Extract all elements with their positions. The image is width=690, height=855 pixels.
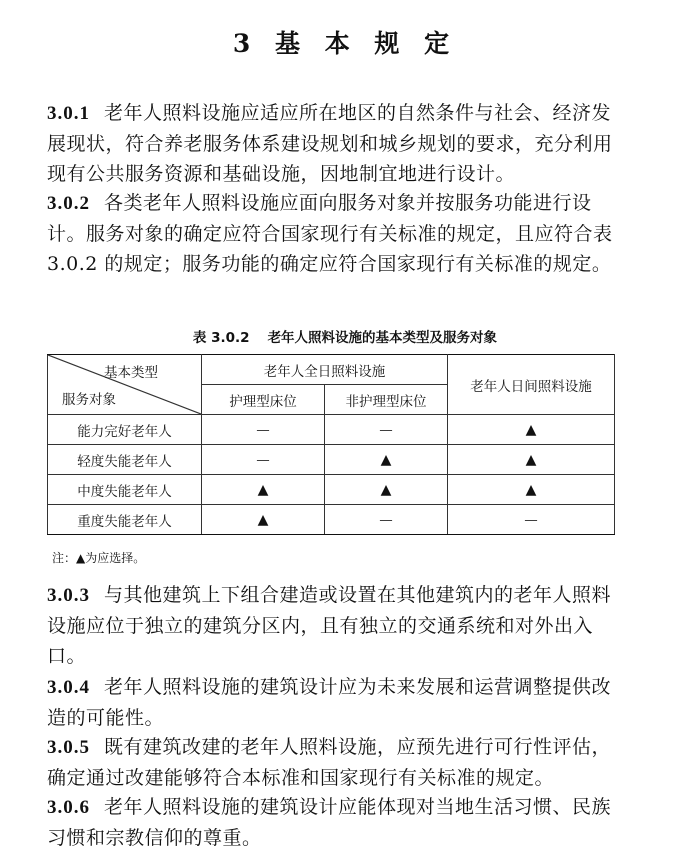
diagonal-header-cell (48, 355, 202, 415)
header-daycare: 老年人日间照料设施 (448, 355, 615, 415)
clause-number: 3.0.6 (47, 797, 90, 818)
clause-number: 3.0.5 (47, 737, 90, 758)
table-caption-title: 老年人照料设施的基本类型及服务对象 (267, 330, 498, 346)
clause-number: 3.0.2 (47, 193, 90, 214)
cell-nursing: ▲ (202, 505, 325, 535)
row-label: 能力完好老年人 (48, 415, 202, 445)
row-label: 重度失能老年人 (48, 505, 202, 535)
clause-text: 与其他建筑上下组合建造或设置在其他建筑内的老年人照料设施应位于独立的建筑分区内，且有独立的交通系统和对外出入口。 (47, 584, 612, 667)
cell-daycare: — (448, 505, 615, 535)
header-nursing-bed: 护理型床位 (202, 385, 325, 415)
clause-text: 既有建筑改建的老年人照料设施，应预先进行可行性评估，确定通过改建能够符合本标准和国家现行有关标准的规定。 (47, 736, 612, 789)
cell-nursing: ▲ (202, 475, 325, 505)
cell-nursing: — (202, 445, 325, 475)
table-row (48, 475, 615, 505)
clause-3-0-3 (47, 580, 617, 671)
cell-nonnursing: — (325, 505, 448, 535)
clause-text: 各类老年人照料设施应面向服务对象并按服务功能进行设计。服务对象的确定应符合国家现行有关标准的规定，且应符合表 3.0.2 的规定；服务功能的确定应符合国家现行有关标准的规定。 (47, 192, 613, 275)
clause-3-0-2 (47, 188, 617, 279)
clause-3-0-5 (47, 732, 617, 793)
clause-text: 老年人照料设施的建筑设计应为未来发展和运营调整提供改造的可能性。 (47, 676, 612, 729)
header-fullday-group: 老年人全日照料设施 (202, 355, 448, 385)
table-caption-number: 表 3.0.2 (192, 330, 250, 346)
clause-text: 老年人照料设施应适应所在地区的自然条件与社会、经济发展现状，符合养老服务体系建设规划和城乡规划的要求，充分利用现有公共服务资源和基础设施，因地制宜地进行设计。 (47, 102, 613, 185)
cell-nonnursing: ▲ (325, 445, 448, 475)
cell-daycare: ▲ (448, 475, 615, 505)
page-title: 3 基 本 规 定 (232, 29, 458, 58)
cell-nonnursing: ▲ (325, 475, 448, 505)
clause-3-0-6 (47, 792, 617, 853)
clause-number: 3.0.4 (47, 677, 90, 698)
cell-daycare: ▲ (448, 445, 615, 475)
row-label: 轻度失能老年人 (48, 445, 202, 475)
row-label: 中度失能老年人 (48, 475, 202, 505)
cell-nonnursing: — (325, 415, 448, 445)
table-caption (0, 326, 690, 346)
clause-number: 3.0.3 (47, 585, 90, 606)
clause-3-0-4 (47, 672, 617, 733)
table-row (48, 505, 615, 535)
table-row (48, 415, 615, 445)
header-nonnursing-bed: 非护理型床位 (325, 385, 448, 415)
cell-nursing: — (202, 415, 325, 445)
clause-3-0-1 (47, 98, 617, 189)
header-service-object: 服务对象 (62, 392, 116, 408)
facility-type-table (47, 354, 615, 535)
header-basic-type: 基本类型 (104, 365, 158, 381)
clause-text: 老年人照料设施的建筑设计应能体现对当地生活习惯、民族习惯和宗教信仰的尊重。 (47, 796, 612, 849)
table-note: 注：▲为应选择。 (52, 551, 146, 565)
table-row (48, 445, 615, 475)
cell-daycare: ▲ (448, 415, 615, 445)
clause-number: 3.0.1 (47, 103, 90, 124)
table-header-row (48, 355, 615, 385)
